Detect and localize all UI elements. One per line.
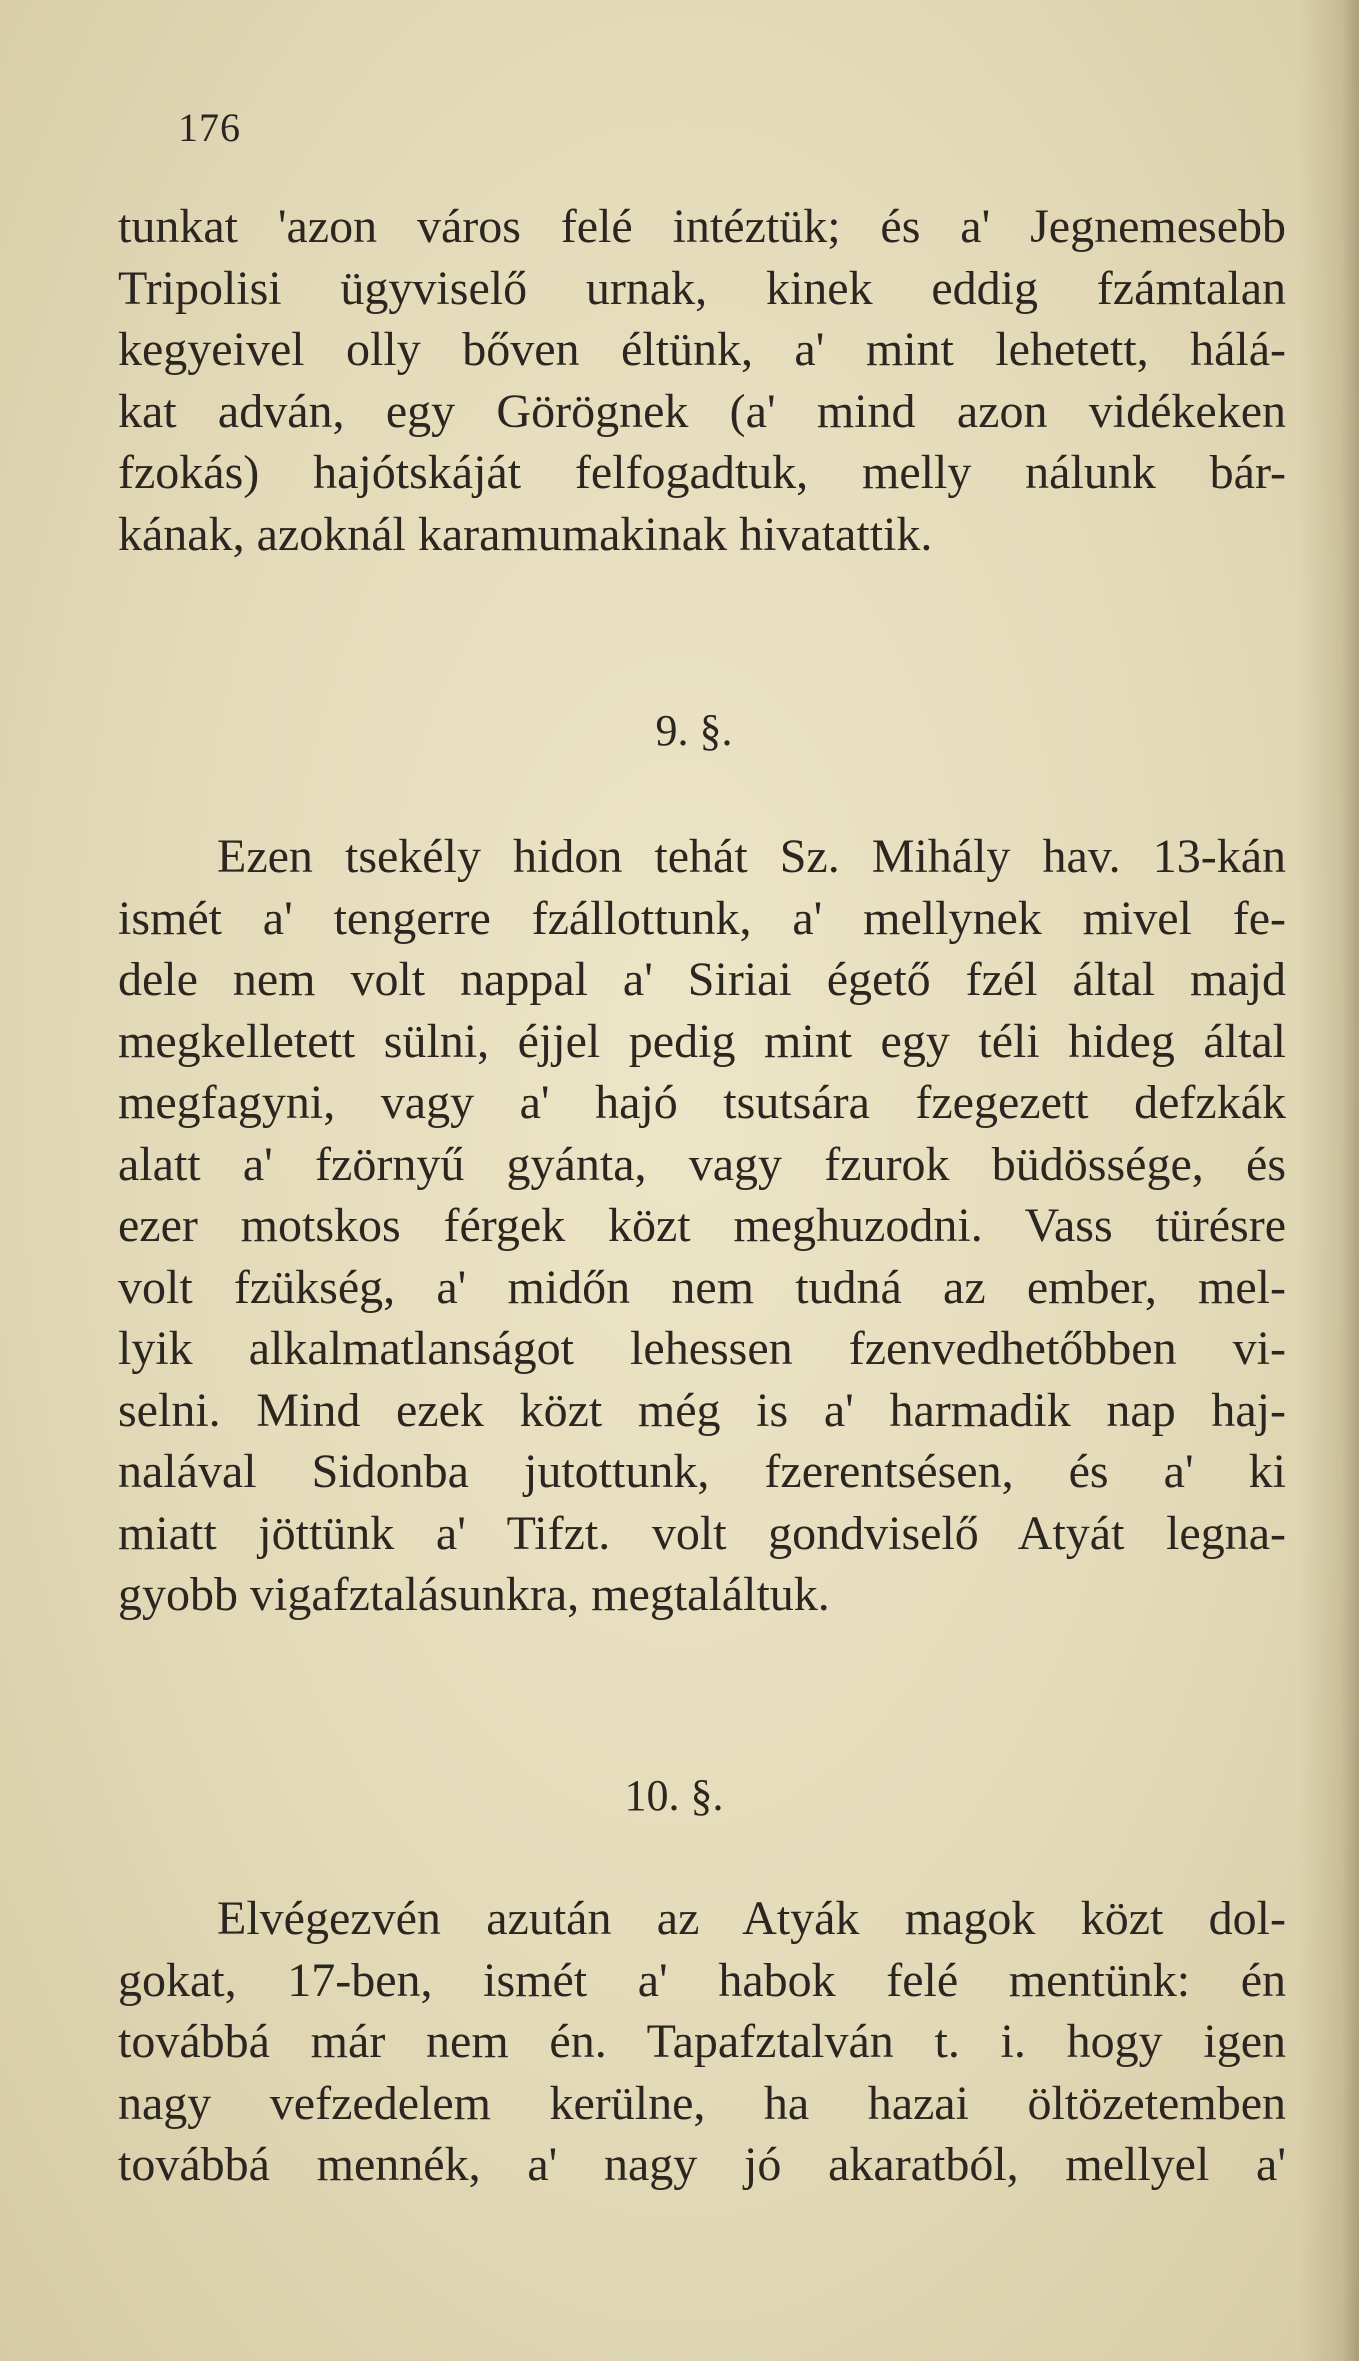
text-line: kegyeivel olly bőven éltünk, a' mint lehetett, hálá-: [118, 323, 1286, 376]
text-line: továbbá már nem én. Tapafztalván t. i. hogy igen: [118, 2015, 1286, 2068]
text-line: gyobb vigafztalásunkra, megtaláltuk.: [118, 1568, 830, 1621]
text-line: Elvégezvén azután az Atyák magok közt dol-: [217, 1892, 1286, 1945]
text-line: volt fzükség, a' midőn nem tudná az ember, mel-: [118, 1260, 1286, 1314]
paragraph-1: [118, 196, 1286, 565]
text-line: megfagyni, vagy a' hajó tsutsára fzegezett defzkák: [118, 1076, 1286, 1129]
text-line: miatt jöttünk a' Tifzt. volt gondviselő Atyát legna-: [118, 1506, 1286, 1560]
text-line: lyik alkalmatlanságot lehessen fzenvedhetőbben vi-: [118, 1322, 1286, 1375]
text-line: selni. Mind ezek közt még is a' harmadik nap haj-: [118, 1383, 1286, 1437]
text-line: fzokás) hajótskáját felfogadtuk, melly nálunk bár-: [118, 446, 1286, 499]
page-edge-shadow: [1299, 0, 1359, 2361]
text-line: Tripolisi ügyviselő urnak, kinek eddig fzámtalan: [118, 261, 1286, 315]
text-line: nagy vefzedelem kerülne, ha hazai öltözetemben: [118, 2076, 1286, 2130]
text-line: gokat, 17-ben, ismét a' habok felé mentünk: én: [118, 1953, 1286, 2007]
text-line: kának, azoknál karamumakinak hivatattik.: [118, 507, 933, 561]
text-line: megkelletett sülni, éjjel pedig mint egy téli hideg által: [118, 1014, 1286, 1068]
text-line: Ezen tsekély hidon tehát Sz. Mihály hav. 13-kán: [217, 830, 1286, 883]
text-line: alatt a' fzörnyű gyánta, vagy fzurok büdössége, és: [118, 1137, 1286, 1191]
paragraph-3: [118, 1888, 1286, 2196]
text-line: ezer motskos férgek közt meghuzodni. Vass türésre: [118, 1199, 1286, 1252]
text-line: ismét a' tengerre fzállottunk, a' mellynek mivel fe-: [118, 891, 1286, 945]
text-line: dele nem volt nappal a' Siriai égető fzél által majd: [118, 953, 1286, 1006]
paragraph-2: [118, 826, 1286, 1626]
section-heading-9: 9. §.: [655, 706, 733, 755]
section-heading-10: 10. §.: [624, 1771, 724, 1820]
text-line: tunkat 'azon város felé intéztük; és a' Jegnemesebb: [118, 200, 1286, 253]
text-line: nalával Sidonba jutottunk, fzerentsésen, és a' ki: [118, 1445, 1286, 1498]
text-line: továbbá mennék, a' nagy jó akaratból, mellyel a': [118, 2138, 1286, 2191]
page-number: 176: [178, 105, 241, 150]
text-line: kat adván, egy Görögnek (a' mind azon vidékeken: [118, 384, 1286, 438]
